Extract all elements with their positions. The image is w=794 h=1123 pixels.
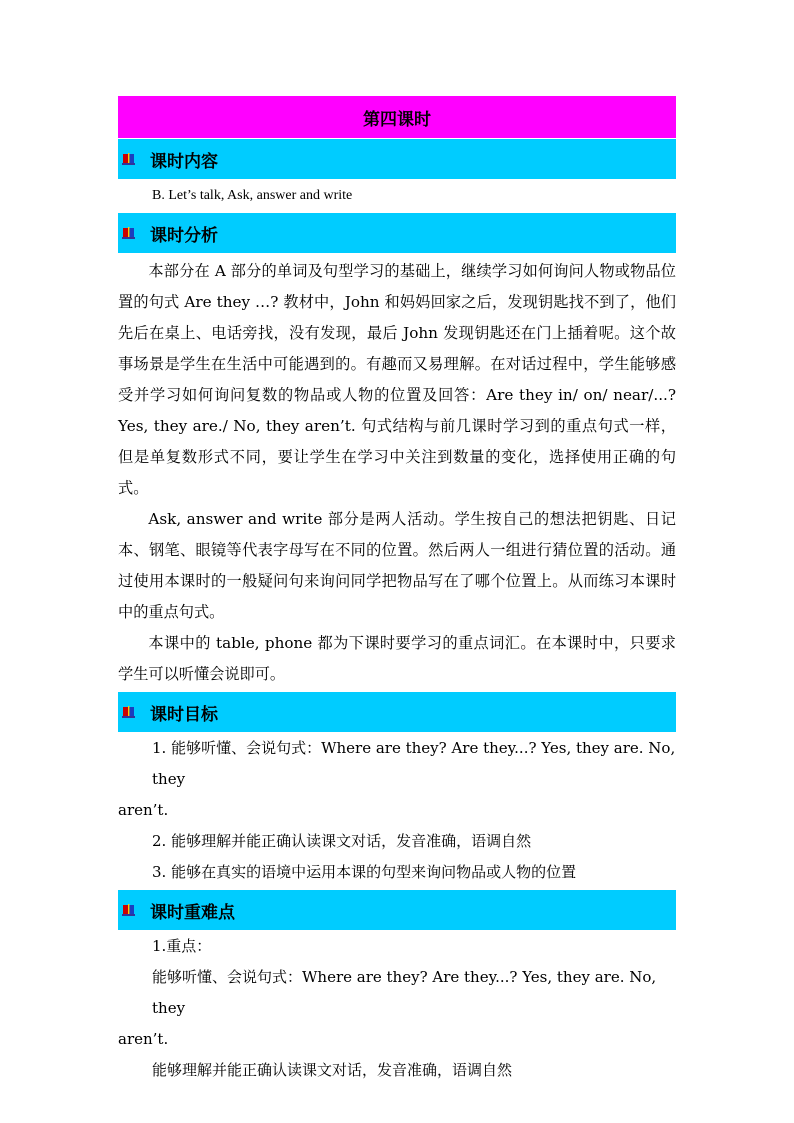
keypoint-label: 1.重点： — [152, 937, 212, 955]
keypoint-1: 能够听懂、会说句式：Where are they? Are they...? Yes, they are. No, they — [152, 968, 657, 1017]
section-header-analysis — [118, 212, 676, 253]
section-heading: 课时内容 — [150, 151, 218, 172]
book-bullet-icon — [122, 152, 136, 166]
section-heading: 课时目标 — [150, 704, 218, 725]
section-header-goals — [118, 691, 676, 732]
analysis-paragraph-1: 本部分在 A 部分的单词及句型学习的基础上，继续学习如何询问人物或物品位置的句式 Are they …? 教材中，John 和妈妈回家之后，发现钥匙找不到了，他们先后在桌上、电话旁找，没有发现，最后 John 发现钥匙还在门上插着呢。这个故事场景是学生在生活中可能遇到的。有趣而又易理解。在对话过程中，学生能够感受并学习如何询问复数的物品或人物的位置及回答：Are they in/ on/ near/...? Yes, they are./ No, they aren’t. 句式结构与前几课时学习到的重点句式一样，但是单复数形式不同，要让学生在学习中关注到数量的变化，选择使用正确的句式。 — [118, 262, 676, 497]
analysis-paragraph-2: Ask, answer and write 部分是两人活动。学生按自己的想法把钥匙、日记本、钢笔、眼镜等代表字母写在不同的位置。然后两人一组进行猜位置的活动。通过使用本课时的一般疑问句来询问同学把物品写在了哪个位置上。从而练习本课时中的重点句式。 — [118, 510, 676, 621]
section-heading: 课时分析 — [150, 225, 218, 246]
book-bullet-icon — [122, 705, 136, 719]
document-page — [118, 96, 676, 1087]
book-bullet-icon — [122, 226, 136, 240]
book-bullet-icon — [122, 903, 136, 917]
keypoint-1-continued: aren’t. — [118, 1030, 169, 1048]
content-text: B. Let’s talk, Ask, answer and write — [152, 188, 353, 203]
goal-1: 1. 能够听懂、会说句式：Where are they? Are they...? Yes, they are. No, they — [152, 739, 676, 788]
lesson-title: 第四课时 — [118, 96, 676, 138]
goal-2: 2. 能够理解并能正确认读课文对话，发音准确，语调自然 — [152, 832, 532, 850]
keypoint-2: 能够理解并能正确认读课文对话，发音准确，语调自然 — [152, 1061, 513, 1079]
goal-1-continued: aren’t. — [118, 801, 169, 819]
section-heading: 课时重难点 — [150, 902, 235, 923]
analysis-paragraph-3: 本课中的 table, phone 都为下课时要学习的重点词汇。在本课时中，只要求学生可以听懂会说即可。 — [118, 634, 676, 683]
section-header-content — [118, 138, 676, 179]
goal-3: 3. 能够在真实的语境中运用本课的句型来询问物品或人物的位置 — [152, 863, 577, 881]
section-header-keypoints — [118, 889, 676, 930]
